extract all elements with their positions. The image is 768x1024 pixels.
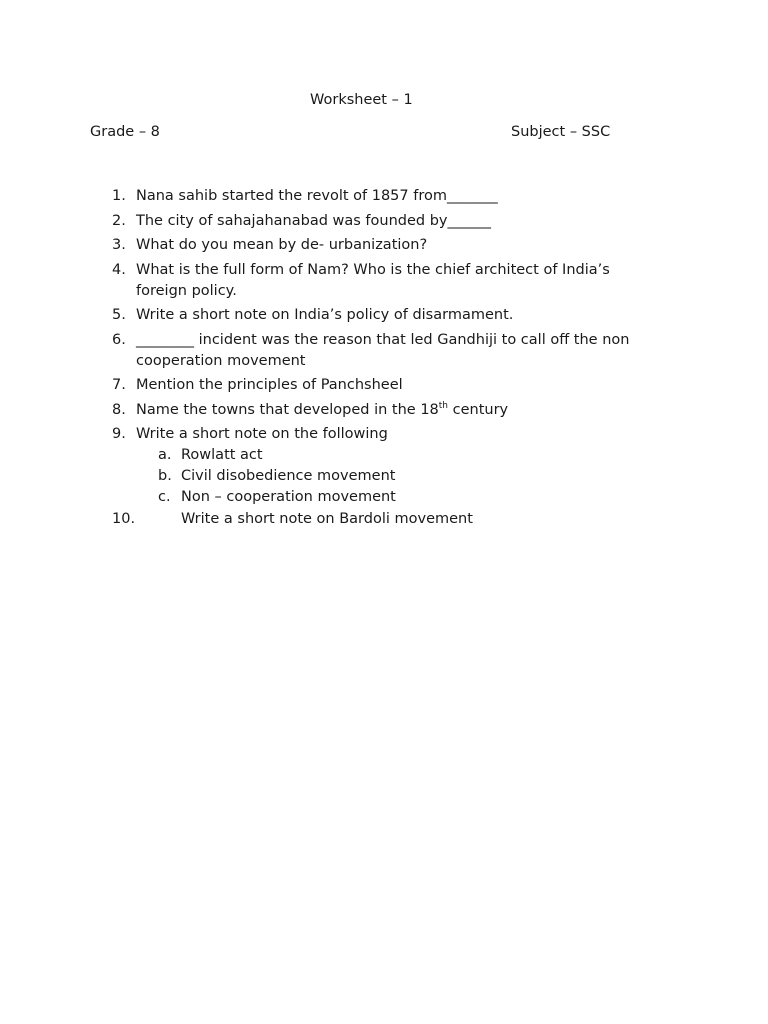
question-number: 7.: [112, 377, 126, 394]
question-number: 1.: [112, 188, 126, 204]
question-number: 3.: [112, 237, 126, 254]
sub-item-letter: b.: [158, 467, 172, 484]
question-text-after: century: [448, 401, 509, 418]
sub-item-text: Rowlatt act: [181, 447, 263, 464]
question-item: [0, 424, 768, 445]
sub-item-letter: a.: [158, 447, 172, 464]
sub-item: [0, 466, 768, 487]
question-item: [0, 305, 768, 326]
question-number: 9.: [112, 426, 126, 443]
question-text: Mention the principles of Panchsheel: [136, 377, 403, 394]
question-item: [0, 211, 768, 232]
question-item: [0, 509, 768, 530]
question-text: ________ incident was the reason that led Gandhiji to call off the non cooperation movement: [136, 331, 630, 369]
question-text-before: Name the towns that developed in the 18: [136, 401, 439, 418]
question-text: What is the full form of Nam? Who is the chief architect of India’s foreign policy.: [136, 261, 610, 299]
question-text: What do you mean by de- urbanization?: [136, 237, 428, 254]
subject-label: Subject – SSC: [511, 124, 611, 140]
question-number: 10.: [112, 510, 136, 527]
question-item: [0, 186, 768, 207]
question-text: Write a short note on India’s policy of disarmament.: [136, 307, 514, 324]
sub-item-text: Non – cooperation movement: [181, 488, 396, 505]
question-number: 8.: [112, 401, 126, 418]
question-text: Write a short note on the following: [136, 426, 388, 443]
question-item: [0, 400, 768, 421]
sub-item-letter: c.: [158, 488, 171, 505]
question-text: [136, 400, 656, 421]
question-text: The city of sahajahanabad was founded by______: [136, 212, 492, 229]
sub-item: [0, 445, 768, 466]
question-item: [0, 235, 768, 256]
grade-label: Grade – 8: [90, 124, 160, 140]
question-text: Write a short note on Bardoli movement: [181, 510, 473, 527]
question-item: [0, 375, 768, 396]
sub-item-text: Civil disobedience movement: [181, 467, 396, 484]
page-title: Worksheet – 1: [310, 92, 413, 108]
question-text: Nana sahib started the revolt of 1857 from_______: [136, 188, 498, 204]
superscript-ordinal: th: [438, 400, 448, 411]
question-number: 6.: [112, 331, 126, 348]
sub-item: [0, 487, 768, 508]
question-item: [0, 330, 768, 372]
question-item: [0, 260, 768, 302]
question-number: 5.: [112, 307, 126, 324]
question-list: [0, 186, 768, 533]
question-number: 2.: [112, 212, 126, 229]
question-number: 4.: [112, 261, 126, 278]
